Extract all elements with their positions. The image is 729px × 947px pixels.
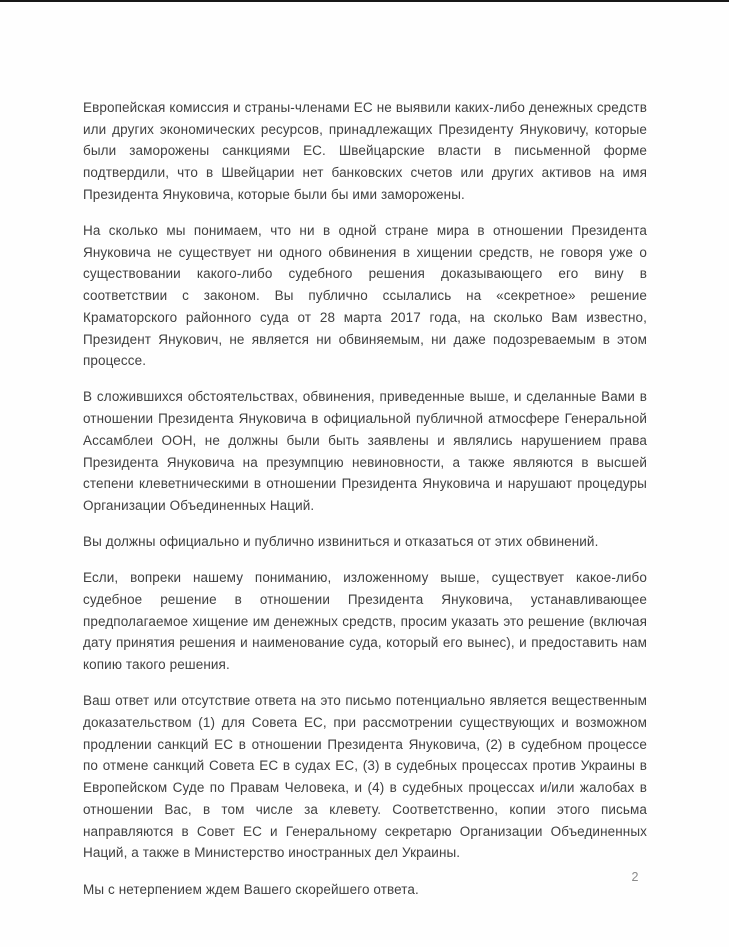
- paragraph-apology-demand: Вы должны официально и публично извиниться и отказаться от этих обвинений.: [83, 534, 599, 550]
- page-top-border: [0, 0, 729, 2]
- paragraph-no-conviction: На сколько мы понимаем, что ни в одной стране мира в отношении Президента Януковича не существует ни одного обвинения в хищении средств, не говоря уже о существовании какого-либо судебного решения доказывающего его вину в соответствии с законом. Вы публично ссылались на «секретное» решение Краматорского районного суда от 28 марта 2017 года, на сколько Вам известно, Президент Янукович, не является ни обвиняемым, ни даже подозреваемым в этом процессе.: [83, 223, 647, 369]
- paragraph-response-evidence: Ваш ответ или отсутствие ответа на это письмо потенциально является вещественным доказательством (1) для Совета ЕС, при рассмотрении существующих и возможном продлении санкций ЕС в отношении Президента Януковича, (2) в судебном процессе по отмене санкций Совета ЕС в судах ЕС, (3) в судебных процессах против Украины в Европейском Суде по Правам Человека, и (4) в судебных процессах и/или жалобах в отношении Вас, в том числе за клевету. Соответственно, копии этого письма направляются в Совет ЕС и Генеральному секретарю Организации Объединенных Наций, а также в Министерство иностранных дел Украины.: [83, 693, 647, 861]
- letter-body: [83, 97, 647, 915]
- page-number: 2: [631, 870, 639, 884]
- paragraph-court-decision-request: Если, вопреки нашему пониманию, изложенному выше, существует какое-либо судебное решение в отношении Президента Януковича, устанавливающее предполагаемое хищение им денежных средств, просим указать это решение (включая дату принятия решения и наименование суда, который его вынес), и предоставить нам копию такого решения.: [83, 570, 647, 673]
- paragraph-accusations-violation: В сложившихся обстоятельствах, обвинения, приведенные выше, и сделанные Вами в отношении Президента Януковича в официальной публичной атмосфере Генеральной Ассамблеи ООН, не должны были быть заявлены и являлись нарушением права Президента Януковича на презумпцию невиновности, а также являются в высшей степени клеветническими в отношении Президента Януковича и нарушают процедуры Организации Объединенных Наций.: [83, 389, 647, 513]
- paragraph-frozen-assets: Европейская комиссия и страны-членами ЕС не выявили каких-либо денежных средств или других экономических ресурсов, принадлежащих Президенту Януковичу, которые были заморожены санкциями ЕС. Швейцарские власти в письменной форме подтвердили, что в Швейцарии нет банковских счетов или других активов на имя Президента Януковича, которые были бы ими заморожены.: [83, 100, 647, 202]
- paragraph-closing: Мы с нетерпением ждем Вашего скорейшего ответа.: [83, 881, 419, 897]
